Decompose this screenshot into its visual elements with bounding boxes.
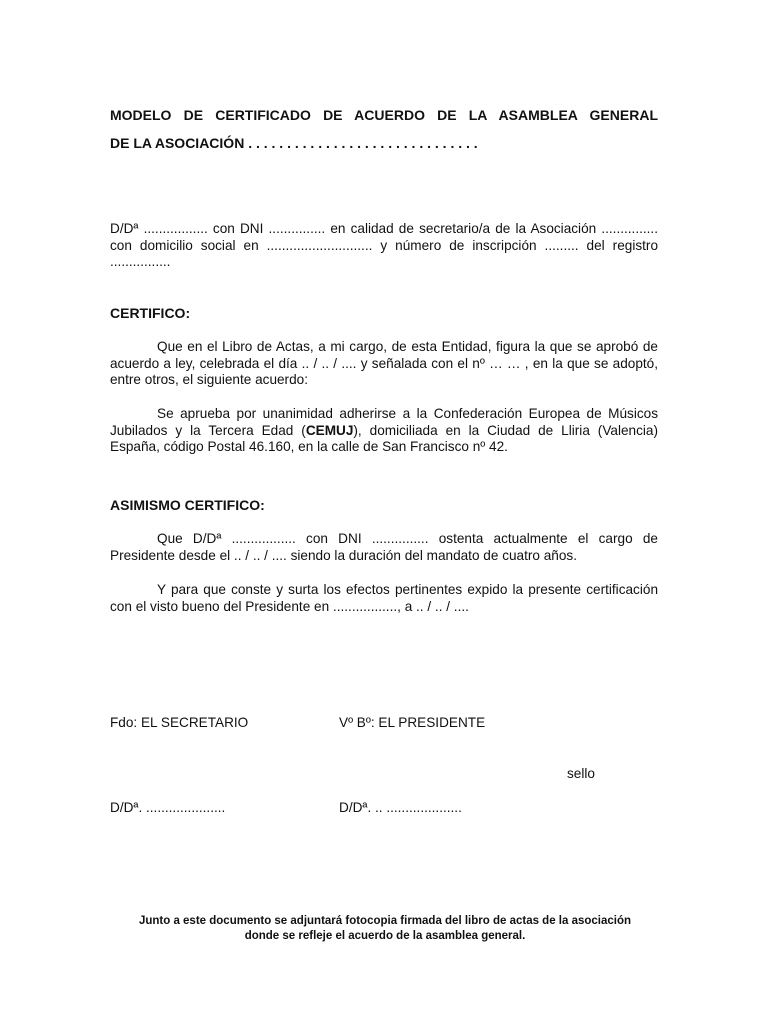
secretary-signature-label: Fdo: EL SECRETARIO [110,715,249,730]
president-name-line: D/Dª. .. .................... [339,800,462,815]
secretary-name-line: D/Dª. ..................... [110,800,226,815]
asimismo-paragraph-2: Y para que conste y surta los efectos pertinentes expido la presente certificación con el visto bueno del Presidente en ................., a .. / .. / .... [110,582,658,614]
president-signature-label: Vº Bº: EL PRESIDENTE [339,715,486,730]
intro-paragraph: D/Dª ................. con DNI ............... en calidad de secretario/a de la Asociación ............... con domicilio social en ............................ y número de inscripción ......... del registro ................ [110,221,658,269]
asimismo-paragraph-1: Que D/Dª ................. con DNI ............... ostenta actualmente el cargo de Presidente desde el .. / .. / .... siendo la duración del mandato de cuatro años. [110,531,658,563]
title-line-2: DE LA ASOCIACIÓN . . . . . . . . . . . . . . . . . . . . . . . . . . . . . . [110,135,478,151]
certifico-paragraph-2-part-1: Se aprueba por unanimidad adherirse a la Confederación Europea de Músicos Jubilados y la Tercera Edad ( [110,406,658,438]
certifico-paragraph-2 [110,406,658,456]
certifico-heading: CERTIFICO: [110,305,191,321]
document-title [110,101,658,157]
footnote: Junto a este documento se adjuntará fotocopia firmada del libro de actas de la asociación donde se refleje el acuerdo de la asamblea general. [138,915,632,942]
cemuj-acronym: CEMUJ [305,422,354,438]
title-line-1: MODELO DE CERTIFICADO DE ACUERDO DE LA ASAMBLEA GENERAL [110,107,658,123]
certifico-paragraph-1: Que en el Libro de Actas, a mi cargo, de esta Entidad, figura la que se aprobó de acuerdo a ley, celebrada el día .. / .. / .... y señalada con el nº … … , en la que se adoptó, entre otros, el siguiente acuerdo: [110,339,658,387]
asimismo-heading: ASIMISMO CERTIFICO: [110,497,265,513]
certifico-paragraph-2-part-2: ), domiciliada en la Ciudad de Lliria (Valencia) España, código Postal 46.160, en la calle de San Francisco nº 42. [110,422,658,454]
seal-label: sello [567,766,595,781]
